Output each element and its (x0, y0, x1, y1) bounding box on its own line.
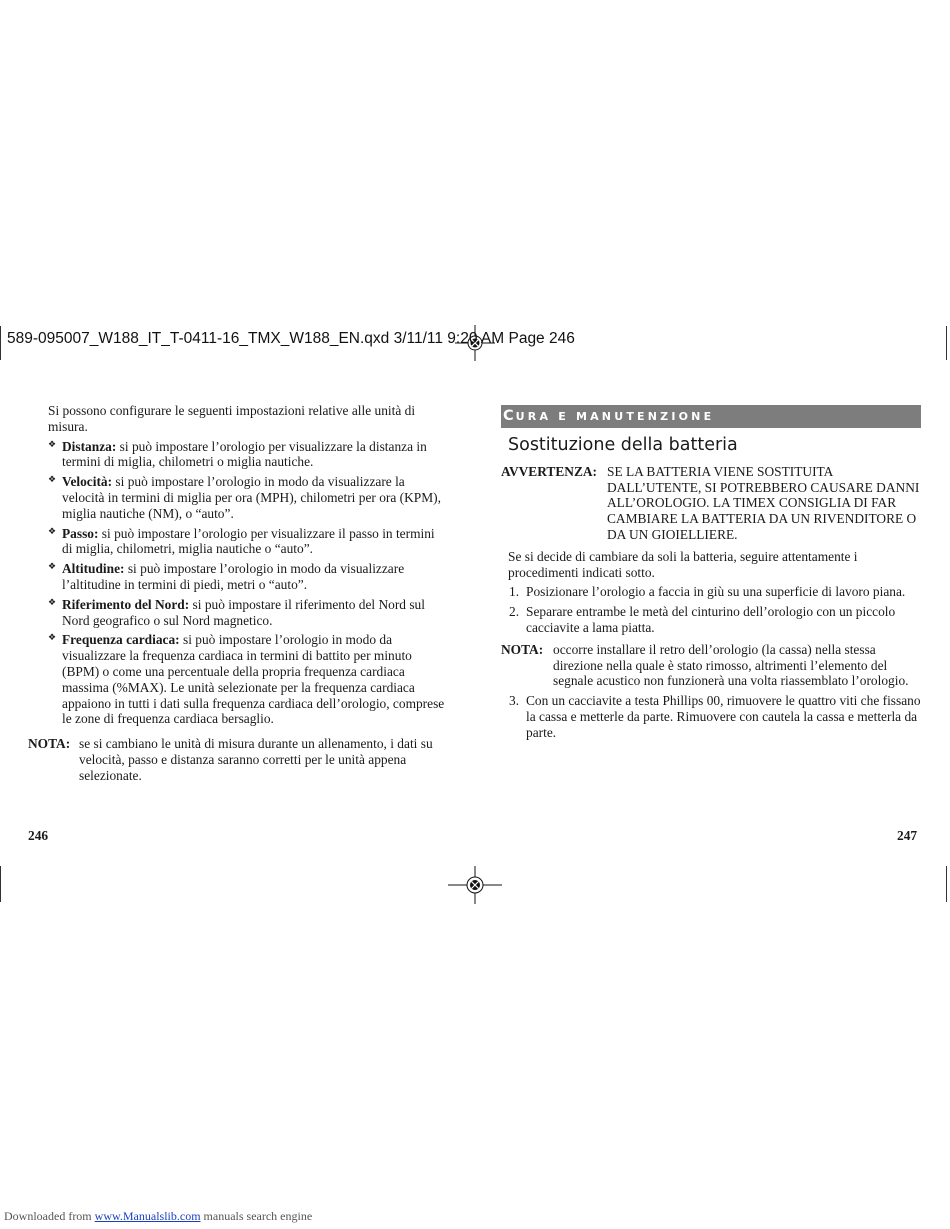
item-term: Distanza: (62, 438, 117, 454)
steps-list (501, 693, 921, 740)
list-item (502, 604, 921, 636)
page-heading: Sostituzione della batteria (508, 435, 738, 455)
section-header-bar (501, 405, 921, 428)
crop-mark (0, 866, 1, 902)
page-number-left: 246 (28, 828, 49, 843)
section-initial: C (503, 408, 516, 424)
warning-text: SE LA BATTERIA VIENE SOSTITUITA DALL’UTENTE, SI POTREBBERO CAUSARE DANNI ALL’OROLOGIO. LA TIMEX CONSIGLIA DI FAR CAMBIARE LA BATTERIA DA UN RIVENDITORE O DA UN GIOIELLIERE. (607, 463, 920, 542)
step-number: 2. (509, 604, 520, 620)
item-text: si può impostare l’orologio per visualizzare il passo in termini di miglia, chilometri, miglia nautiche o “auto”. (62, 525, 435, 557)
item-text: si può impostare l’orologio in modo da visualizzare l’altitudine in termini di piedi, metri o “auto”. (62, 561, 405, 592)
crop-mark (0, 326, 1, 360)
bullet-diamond-icon: ❖ (48, 475, 57, 486)
list-item (28, 474, 446, 521)
note-text: se si cambiano le unità di misura durante un allenamento, i dati su velocità, passo e distanza saranno corretti per le unità appena selezionate. (79, 736, 433, 783)
crop-mark (946, 866, 947, 902)
bullet-diamond-icon: ❖ (48, 562, 57, 573)
warning-block (501, 464, 921, 543)
crop-mark (946, 326, 947, 360)
step-text: Con un cacciavite a testa Phillips 00, rimuovere le quattro viti che fissano la cassa e metterle da parte. Rimuovere con cautela la cassa e metterla da parte. (526, 693, 921, 740)
intro-paragraph: Si possono configurare le seguenti impostazioni relative alle unità di misura. (48, 403, 416, 434)
item-text: si può impostare l’orologio in modo da visualizzare la velocità in termini di miglia per ora (MPH), chilometri per ora (KPM), miglia nautiche (NM), o “auto”. (62, 474, 441, 521)
note-block (28, 736, 446, 783)
instruction-paragraph: Se si decide di cambiare da soli la batteria, seguire attentamente i procedimenti indicati sotto. (508, 548, 858, 580)
left-page (28, 403, 446, 784)
download-footer (4, 1209, 312, 1224)
list-item (28, 526, 446, 558)
section-title: URA E MANUTENZIONE (515, 410, 715, 423)
bullet-diamond-icon: ❖ (48, 526, 57, 537)
bullet-diamond-icon: ❖ (48, 439, 57, 450)
bullet-diamond-icon: ❖ (48, 633, 57, 644)
list-item (28, 439, 446, 471)
note-text: occorre installare il retro dell’orologio (la cassa) nella stessa direzione nella quale è stato rimosso, altrimenti l’elemento del segnale acustico non funzionerà una volta riassemblato l’orologio. (553, 641, 909, 689)
note-label: NOTA: (28, 736, 71, 752)
page-number-right: 247 (897, 828, 918, 843)
right-page (501, 405, 921, 745)
list-item (28, 561, 446, 593)
file-slug: 589-095007_W188_IT_T-0411-16_TMX_W188_EN.qxd 3/11/11 9:20 AM Page 246 (7, 330, 575, 347)
item-text: si può impostare l’orologio in modo da visualizzare la frequenza cardiaca in termini di battito per minuto (BPM) o come una percentuale della propria frequenza cardiaca massima (%MAX). Le unità selezionate per la frequenza cardiaca appaiono in tutti i dati sulla frequenza cardiaca dell’orologio, comprese le zone di frequenza cardiaca bersaglio. (62, 632, 445, 727)
note-block (501, 642, 921, 689)
step-number: 3. (509, 693, 520, 709)
note-label: NOTA: (501, 641, 544, 657)
item-term: Frequenza cardiaca: (62, 632, 180, 648)
steps-list (501, 584, 921, 635)
manualslib-link[interactable]: www.Manualslib.com (94, 1209, 201, 1223)
item-term: Velocità: (62, 474, 113, 490)
list-item (28, 597, 446, 629)
item-term: Altitudine: (62, 561, 125, 577)
footer-suffix: manuals search engine (200, 1209, 313, 1223)
list-item (502, 584, 921, 600)
item-text: si può impostare il riferimento del Nord sul Nord geografico o sul Nord magnetico. (62, 596, 425, 628)
item-term: Riferimento del Nord: (62, 596, 190, 612)
footer-prefix: Downloaded from (4, 1209, 95, 1223)
item-term: Passo: (62, 525, 99, 541)
units-list (28, 439, 446, 728)
step-number: 1. (509, 584, 520, 600)
step-text: Separare entrambe le metà del cinturino dell’orologio con un piccolo cacciavite a lama piatta. (526, 604, 896, 635)
bullet-diamond-icon: ❖ (48, 597, 57, 608)
item-text: si può impostare l’orologio per visualizzare la distanza in termini di miglia, chilometri o miglia nautiche. (62, 438, 427, 470)
list-item (28, 632, 446, 727)
warning-label: AVVERTENZA: (501, 463, 598, 479)
list-item (502, 693, 921, 740)
step-text: Posizionare l’orologio a faccia in giù su una superficie di lavoro piana. (526, 584, 906, 600)
registration-mark-icon (448, 866, 502, 904)
